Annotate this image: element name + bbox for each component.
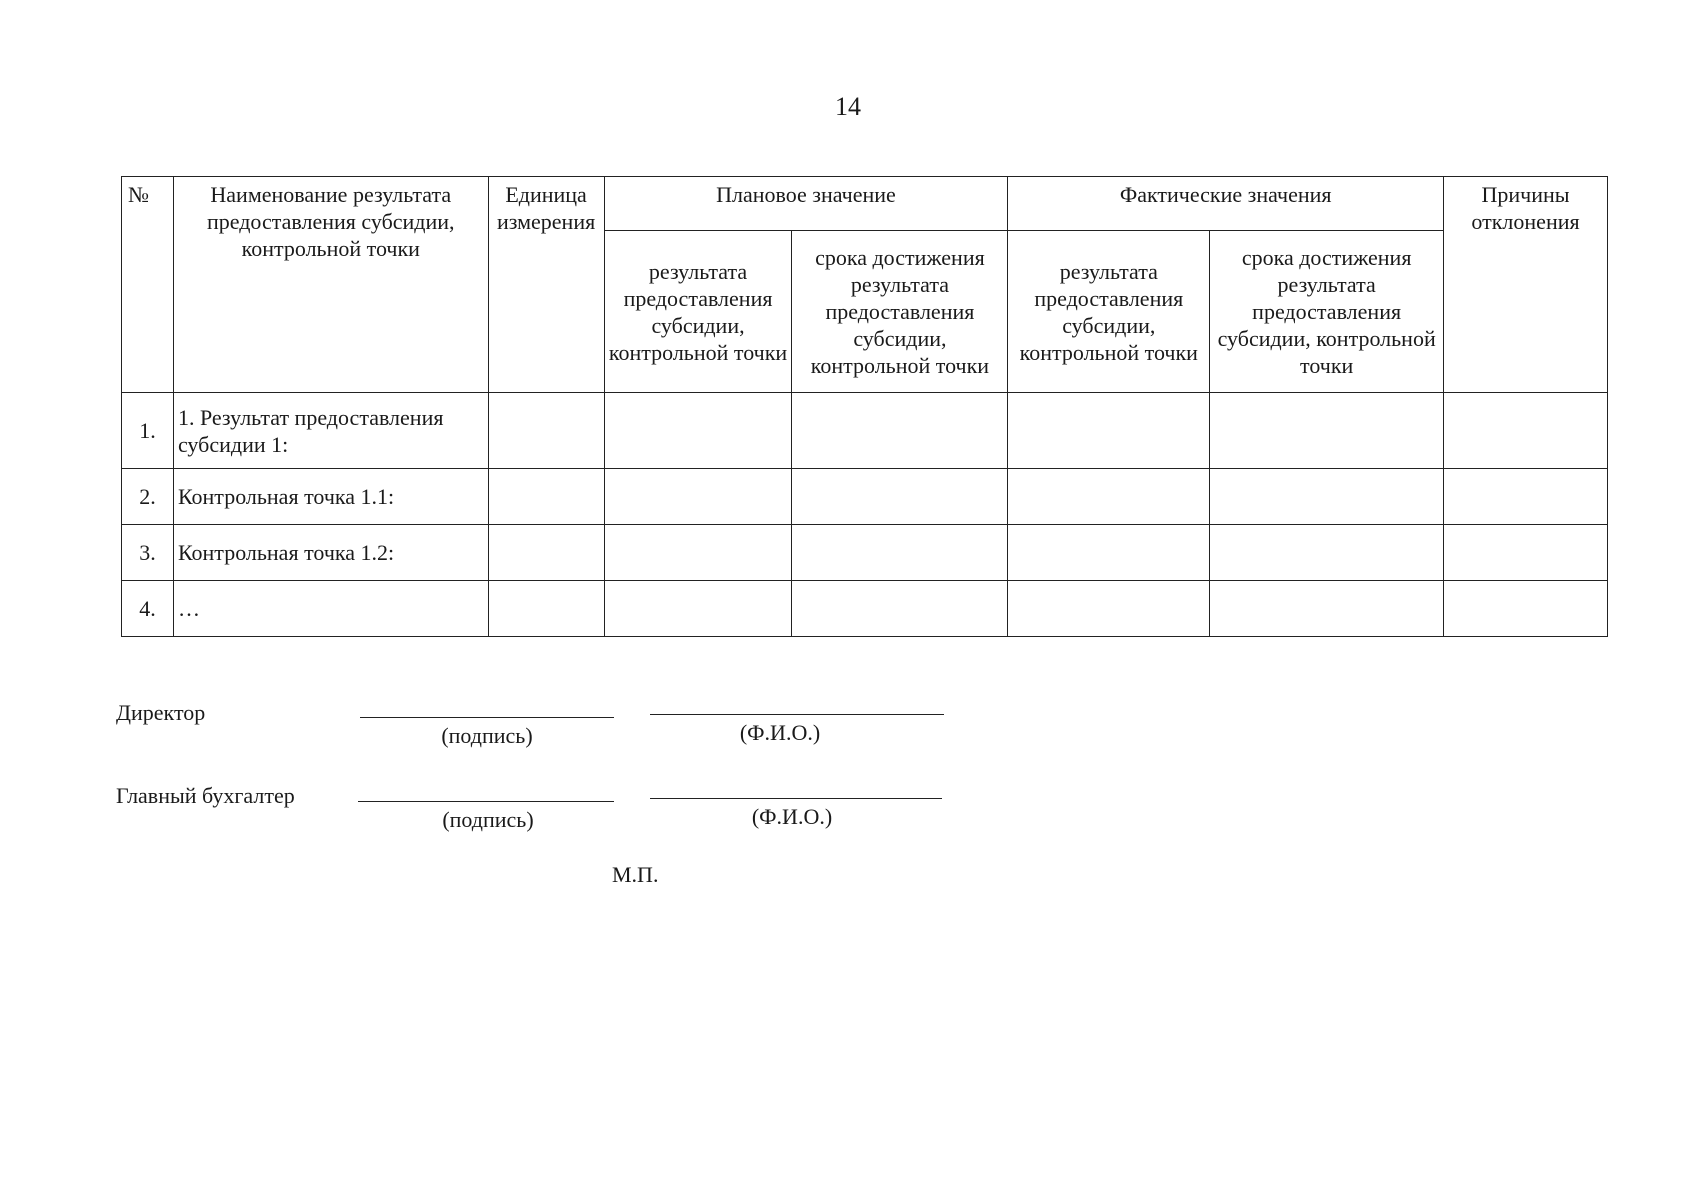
- director-name-line: [650, 714, 944, 715]
- page-number: 14: [835, 92, 861, 121]
- row-number: 4.: [122, 581, 174, 637]
- row-name: 1. Результат предоставления субсидии 1:: [173, 393, 488, 469]
- header-deviation-reasons: Причины отклонения: [1444, 177, 1608, 393]
- stamp-place: М.П.: [612, 862, 659, 887]
- chief-accountant-label: Главный бухгалтер: [116, 783, 295, 808]
- row-number: 2.: [122, 469, 174, 525]
- header-name: Наименование результата предоставления субсидии, контрольной точки: [173, 177, 488, 393]
- accountant-signature-line: [358, 801, 614, 802]
- header-planned-result: результата предоставления субсидии, контрольной точки: [604, 231, 792, 393]
- row-number: 3.: [122, 525, 174, 581]
- row-number: 1.: [122, 393, 174, 469]
- header-actual-values: Фактические значения: [1008, 177, 1444, 231]
- row-name: Контрольная точка 1.1:: [173, 469, 488, 525]
- header-planned-value: Плановое значение: [604, 177, 1008, 231]
- header-number: №: [122, 177, 174, 393]
- director-name-caption: (Ф.И.О.): [739, 720, 821, 745]
- row-name: …: [173, 581, 488, 637]
- accountant-signature-caption: (подпись): [442, 807, 534, 832]
- row-name: Контрольная точка 1.2:: [173, 525, 488, 581]
- header-unit: Единица измерения: [488, 177, 604, 393]
- header-actual-result: результата предоставления субсидии, контрольной точки: [1008, 231, 1210, 393]
- accountant-name-caption: (Ф.И.О.): [751, 804, 833, 829]
- director-signature-line: [360, 717, 614, 718]
- header-planned-deadline: срока достижения результата предоставления субсидии, контрольной точки: [792, 231, 1008, 393]
- accountant-name-line: [650, 798, 942, 799]
- header-actual-deadline: срока достижения результата предоставления субсидии, контрольной точки: [1210, 231, 1444, 393]
- director-signature-caption: (подпись): [441, 723, 533, 748]
- director-label: Директор: [116, 700, 206, 725]
